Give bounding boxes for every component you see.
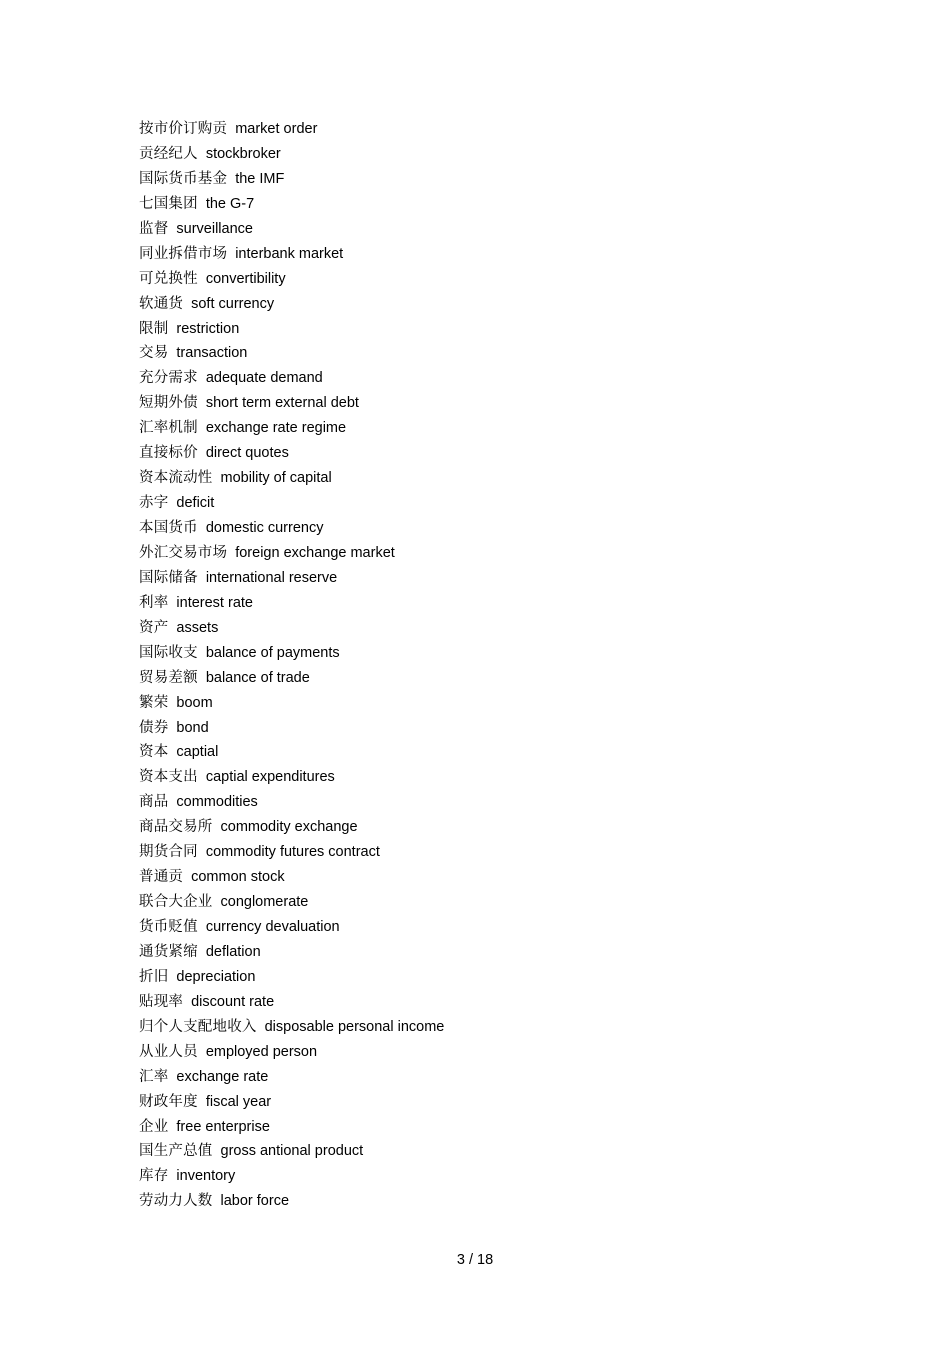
glossary-entry <box>139 217 444 242</box>
glossary-entry <box>139 1065 444 1090</box>
chinese-term: 归个人支配地收入 <box>139 1018 257 1035</box>
glossary-entry <box>139 391 444 416</box>
chinese-term: 从业人员 <box>139 1043 198 1060</box>
chinese-term: 外汇交易市场 <box>139 544 228 561</box>
chinese-term: 联合大企业 <box>139 894 213 911</box>
english-term: disposable personal income <box>264 1018 445 1035</box>
chinese-term: 国生产总值 <box>139 1143 213 1160</box>
glossary-entry <box>139 1090 444 1115</box>
glossary-entry <box>139 1189 444 1214</box>
chinese-term: 国际储备 <box>139 569 198 586</box>
glossary-entry <box>139 1164 444 1189</box>
english-term: balance of payments <box>205 644 340 661</box>
glossary-entry <box>139 865 444 890</box>
english-term: fiscal year <box>205 1093 272 1110</box>
english-term: labor force <box>220 1193 290 1210</box>
chinese-term: 资本流动性 <box>139 470 213 487</box>
chinese-term: 折旧 <box>139 968 169 985</box>
chinese-term: 监督 <box>139 220 169 237</box>
chinese-term: 期货合同 <box>139 844 198 861</box>
english-term: the IMF <box>235 170 285 187</box>
chinese-term: 货币贬值 <box>139 919 198 935</box>
english-term: employed person <box>205 1043 318 1060</box>
english-term: surveillance <box>176 220 253 237</box>
english-term: commodity futures contract <box>205 844 380 861</box>
chinese-term: 商品 <box>139 794 169 811</box>
chinese-term: 短期外债 <box>139 395 198 412</box>
chinese-term: 汇率 <box>139 1068 169 1085</box>
english-term: exchange rate regime <box>205 420 347 437</box>
english-term: stockbroker <box>205 145 281 162</box>
glossary-entry <box>139 815 444 840</box>
english-term: market order <box>235 121 318 137</box>
english-term: captial <box>176 744 219 761</box>
english-term: inventory <box>176 1168 236 1185</box>
chinese-term: 交易 <box>139 345 169 362</box>
glossary-entry <box>139 491 444 516</box>
glossary-entry <box>139 990 444 1015</box>
chinese-term: 普通贡 <box>139 869 184 886</box>
english-term: interest rate <box>176 594 253 611</box>
chinese-term: 国际收支 <box>139 644 198 661</box>
english-term: conglomerate <box>220 894 309 911</box>
english-term: bond <box>176 719 209 736</box>
english-term: domestic currency <box>205 520 324 536</box>
glossary-entry <box>139 192 444 217</box>
english-term: commodity exchange <box>220 819 358 836</box>
english-term: free enterprise <box>176 1118 270 1135</box>
english-term: foreign exchange market <box>235 544 395 561</box>
english-term: gross antional product <box>220 1143 364 1160</box>
glossary-entry <box>139 516 444 541</box>
glossary-entry <box>139 142 444 167</box>
glossary-entry <box>139 740 444 765</box>
chinese-term: 繁荣 <box>139 694 169 711</box>
english-term: boom <box>176 694 213 711</box>
chinese-term: 可兑换性 <box>139 270 198 287</box>
glossary-entry <box>139 765 444 790</box>
english-term: discount rate <box>191 993 275 1010</box>
chinese-term: 通货紧缩 <box>139 943 198 960</box>
glossary-list <box>139 117 444 1214</box>
chinese-term: 贸易差额 <box>139 669 198 686</box>
chinese-term: 财政年度 <box>139 1093 198 1110</box>
glossary-entry <box>139 591 444 616</box>
english-term: depreciation <box>176 968 256 985</box>
chinese-term: 软通货 <box>139 295 184 312</box>
english-term: convertibility <box>205 270 286 287</box>
glossary-entry <box>139 242 444 267</box>
english-term: assets <box>176 619 219 636</box>
english-term: exchange rate <box>176 1068 269 1085</box>
glossary-entry <box>139 341 444 366</box>
chinese-term: 贴现率 <box>139 993 184 1010</box>
glossary-entry <box>139 666 444 691</box>
chinese-term: 债券 <box>139 719 169 736</box>
chinese-term: 汇率机制 <box>139 420 198 437</box>
english-term: short term external debt <box>205 395 359 412</box>
english-term: currency devaluation <box>205 919 340 935</box>
chinese-term: 贡经纪人 <box>139 145 198 162</box>
glossary-entry <box>139 840 444 865</box>
glossary-entry <box>139 566 444 591</box>
page-number: 3 / 18 <box>456 1252 494 1268</box>
chinese-term: 七国集团 <box>139 195 198 212</box>
glossary-entry <box>139 1040 444 1065</box>
glossary-entry <box>139 641 444 666</box>
english-term: restriction <box>176 320 240 337</box>
english-term: soft currency <box>191 295 275 312</box>
glossary-entry <box>139 167 444 192</box>
english-term: transaction <box>176 345 248 362</box>
glossary-entry <box>139 1139 444 1164</box>
chinese-term: 库存 <box>139 1168 169 1185</box>
chinese-term: 企业 <box>139 1118 169 1135</box>
english-term: captial expenditures <box>205 769 335 786</box>
english-term: common stock <box>191 869 285 886</box>
chinese-term: 本国货币 <box>139 520 198 536</box>
chinese-term: 资产 <box>139 619 169 636</box>
chinese-term: 国际货币基金 <box>139 170 228 187</box>
english-term: interbank market <box>235 245 344 262</box>
chinese-term: 按市价订购贡 <box>139 121 228 137</box>
english-term: the G-7 <box>205 195 255 212</box>
glossary-entry <box>139 267 444 292</box>
chinese-term: 劳动力人数 <box>139 1193 213 1210</box>
chinese-term: 赤字 <box>139 495 169 512</box>
glossary-entry <box>139 366 444 391</box>
glossary-entry <box>139 317 444 342</box>
glossary-entry <box>139 915 444 940</box>
glossary-entry <box>139 890 444 915</box>
english-term: deficit <box>176 495 215 512</box>
glossary-entry <box>139 466 444 491</box>
glossary-entry <box>139 691 444 716</box>
glossary-entry <box>139 541 444 566</box>
glossary-entry <box>139 616 444 641</box>
glossary-entry <box>139 117 444 142</box>
glossary-entry <box>139 1115 444 1140</box>
glossary-entry <box>139 790 444 815</box>
glossary-entry <box>139 441 444 466</box>
glossary-entry <box>139 965 444 990</box>
chinese-term: 限制 <box>139 320 169 337</box>
english-term: international reserve <box>205 569 338 586</box>
english-term: balance of trade <box>205 669 310 686</box>
glossary-entry <box>139 716 444 741</box>
english-term: adequate demand <box>205 370 323 387</box>
glossary-entry <box>139 1015 444 1040</box>
english-term: deflation <box>205 943 261 960</box>
chinese-term: 利率 <box>139 594 169 611</box>
english-term: direct quotes <box>205 445 289 462</box>
chinese-term: 同业拆借市场 <box>139 245 228 262</box>
glossary-entry <box>139 416 444 441</box>
chinese-term: 充分需求 <box>139 370 198 387</box>
glossary-entry <box>139 292 444 317</box>
english-term: mobility of capital <box>220 470 332 487</box>
chinese-term: 资本 <box>139 744 169 761</box>
chinese-term: 直接标价 <box>139 445 198 462</box>
chinese-term: 资本支出 <box>139 769 198 786</box>
glossary-entry <box>139 940 444 965</box>
english-term: commodities <box>176 794 258 811</box>
chinese-term: 商品交易所 <box>139 819 213 836</box>
